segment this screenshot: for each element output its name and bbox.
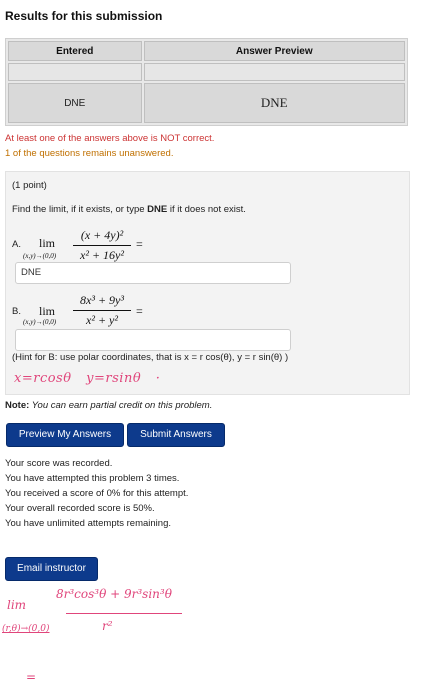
entered-cell: [8, 63, 142, 81]
preview-cell: [144, 63, 405, 81]
results-table: [5, 38, 408, 126]
status-line: You have attempted this problem 3 times.: [5, 473, 180, 484]
part-b-fraction: [73, 293, 131, 328]
incorrect-message: At least one of the answers above is NOT correct.: [5, 133, 215, 144]
preview-cell: DNE: [144, 83, 405, 123]
handwritten-polar-note: x=rcosθ y=rsinθ ·: [14, 371, 161, 386]
part-a-equals: =: [136, 237, 143, 251]
status-line: You have unlimited attempts remaining.: [5, 518, 171, 529]
part-b-numerator: 8x³ + 9y³: [80, 293, 124, 307]
part-a-lim-sub: (x,y)→(0,0): [23, 252, 57, 260]
problem-points: (1 point): [12, 180, 47, 191]
entered-cell: DNE: [8, 83, 142, 123]
table-row: [8, 83, 405, 123]
header-answer-preview: Answer Preview: [144, 41, 405, 61]
hint-text: (Hint for B: use polar coordinates, that is x = r cos(θ), y = r sin(θ) ): [12, 352, 289, 363]
fraction-bar: [73, 310, 131, 311]
header-entered: Entered: [8, 41, 142, 61]
part-a-lim: lim: [39, 236, 56, 250]
note-label: Note:: [5, 400, 30, 411]
part-a-numerator: (x + 4y)²: [80, 228, 124, 242]
part-b-lim: lim: [39, 304, 56, 318]
status-line: Your score was recorded.: [5, 458, 113, 469]
handwritten-numerator: 8r³cos³θ + 9r³sin³θ: [56, 587, 172, 601]
part-b-answer-input[interactable]: [15, 329, 291, 351]
preview-answers-button[interactable]: Preview My Answers: [6, 423, 124, 447]
part-a-denominator: x² + 16y²: [80, 248, 124, 262]
unanswered-message: 1 of the questions remains unanswered.: [5, 148, 174, 159]
instruction-suffix: if it does not exist.: [167, 204, 246, 215]
submit-answers-button[interactable]: Submit Answers: [127, 423, 225, 447]
fraction-bar: [73, 245, 131, 246]
handwritten-denominator: r²: [102, 619, 113, 633]
problem-box: [5, 171, 410, 395]
note-text: You can earn partial credit on this problem.: [29, 400, 213, 411]
handwritten-lim-sub: (r,θ)→(0,0): [2, 624, 50, 634]
partial-credit-note: [5, 400, 212, 411]
handwritten-fraction-bar: [66, 613, 182, 614]
part-b-label: B.: [12, 306, 21, 317]
status-line: Your overall recorded score is 50%.: [5, 503, 155, 514]
problem-instruction: [12, 204, 246, 215]
instruction-prefix: Find the limit, if it exists, or type: [12, 204, 148, 215]
handwritten-lim: lim: [7, 598, 27, 612]
instruction-dne: DNE: [147, 204, 168, 215]
part-a-fraction: [73, 228, 131, 263]
handwritten-equals: =: [26, 670, 37, 684]
status-line: You received a score of 0% for this attempt.: [5, 488, 189, 499]
part-b-equals: =: [136, 304, 143, 318]
page-title: Results for this submission: [5, 9, 163, 23]
table-row: [8, 63, 405, 81]
part-b-denominator: x² + y²: [86, 313, 118, 327]
part-a-label: A.: [12, 239, 21, 250]
part-b-lim-sub: (x,y)→(0,0): [23, 318, 57, 326]
part-a-answer-input[interactable]: DNE: [15, 262, 291, 284]
email-instructor-button[interactable]: Email instructor: [5, 557, 98, 581]
